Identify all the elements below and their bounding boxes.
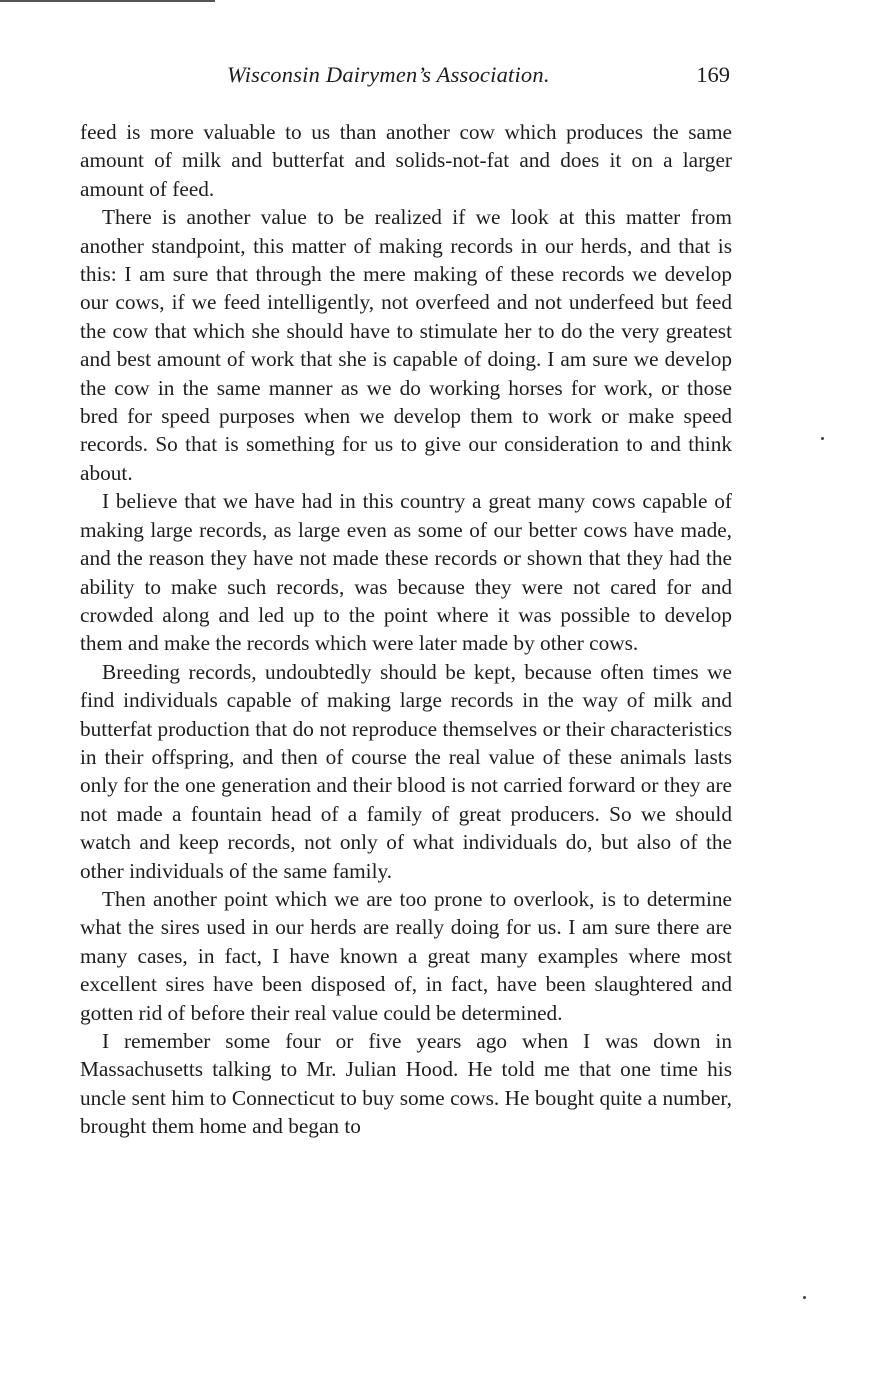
top-edge-rule xyxy=(0,0,215,2)
paragraph: I remember some four or five years ago when I was down in Massachusetts talking to Mr. Julian Hood. He told me that one time his uncle sent him to Connecticut to buy some cows. He bought quite a number, brought them home and began to xyxy=(80,1029,732,1139)
paragraph: Then another point which we are too prone to overlook, is to determine what the sires used in our herds are really doing for us. I am sure there are many cases, in fact, I have known a great many examples where most excellent sires have been disposed of, in fact, have been slaughtered and gotten rid of before their real value could be determined. xyxy=(80,886,732,1025)
paragraph: There is another value to be realized if we look at this matter from another standpoint, this matter of making records in our herds, and that is this: I am sure that through the mere making of these records we develop our cows, if we feed intelligently, not overfeed and not underfeed but feed the cow that which she should have to stimulate her to do the very greatest and best amount of work that she is capable of doing. I am sure we develop the cow in the same manner as we do working horses for work, or those bred for speed purposes when we develop them to work or make speed records. So that is something for us to give our consideration to and think about. xyxy=(80,205,732,485)
print-speck xyxy=(803,1296,806,1299)
page-number: 169 xyxy=(696,62,730,87)
running-header xyxy=(80,62,732,96)
paragraph: Breeding records, undoubtedly should be kept, because often times we find individuals capable of making large records in the way of milk and butterfat production that do not reproduce themselves or their characteristics in their offspring, and then of course the real value of these animals lasts only for the one generation and their blood is not carried forward or they are not made a fountain head of a family of great producers. So we should watch and keep records, not only of what individuals do, but also of the other individuals of the same family. xyxy=(80,659,732,883)
paragraph: I believe that we have had in this country a great many cows capable of making large records, as large even as some of our better cows have made, and the reason they have not made these records or shown that they had the ability to make such records, was because they were not cared for and crowded along and led up to the point where it was possible to develop them and make the records which were later made by other cows. xyxy=(80,489,732,656)
running-title: Wisconsin Dairymen’s Association. xyxy=(227,62,550,87)
print-speck xyxy=(821,437,824,440)
text-body xyxy=(80,118,732,1141)
paragraph-continued: feed is more valuable to us than another cow which produces the same amount of milk and butterfat and solids-not-fat and does it on a larger amount of feed. xyxy=(80,120,732,201)
